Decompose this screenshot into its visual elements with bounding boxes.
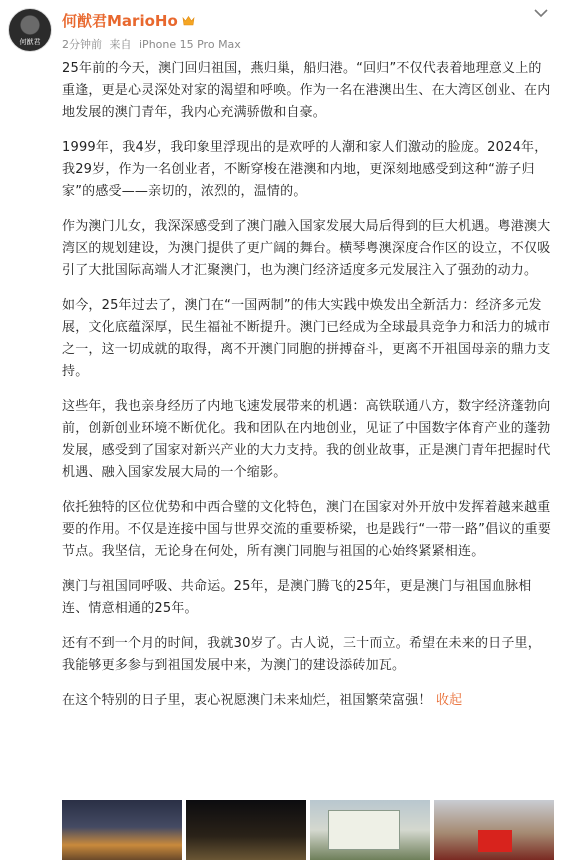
night-city-photo[interactable] [62, 800, 182, 860]
last-paragraph-text: 在这个特别的日子里，衷心祝愿澳门未来灿烂，祖国繁荣富强！ [62, 693, 432, 708]
ruins-night-photo[interactable] [186, 800, 306, 860]
image-gallery [62, 800, 554, 860]
post-header [0, 0, 568, 58]
post-paragraph: 25年前的今天，澳门回归祖国，燕归巢，船归港。“回归”不仅代表着地理意义上的重逢，更是心灵深处对家的渴望和呼唤。作为一名在港澳出生、在大湾区创业、在内地发展的澳门青年，我内心充满骄傲和自豪。 [62, 61, 551, 120]
name-row [62, 10, 195, 30]
post-time: 2分钟前 [62, 38, 102, 51]
post-paragraph-last [62, 690, 554, 712]
source-prefix: 来自 [109, 38, 132, 51]
flag-street-photo[interactable] [434, 800, 554, 860]
username[interactable]: 何猷君MarioHo [62, 11, 178, 30]
post-paragraph: 澳门与祖国同呼吸、共命运。25年，是澳门腾飞的25年，更是澳门与祖国血脉相连、情意相通的25年。 [62, 579, 532, 616]
post-paragraph: 还有不到一个月的时间，我就30岁了。古人说，三十而立。希望在未来的日子里，我能够更多参与到祖国发展中来，为澳门的建设添砖加瓦。 [62, 636, 541, 673]
post-meta [62, 36, 245, 52]
flag-shape [478, 830, 512, 852]
crown-icon [182, 15, 195, 26]
avatar[interactable] [8, 8, 52, 52]
post-paragraph: 如今，25年过去了，澳门在“一国两制”的伟大实践中焕发出全新活力：经济多元发展，文化底蕴深厚，民生福祉不断提升。澳门已经成为全球最具竞争力和活力的城市之一，这一切成就的取得，离不开澳门同胞的拼搏奋斗，更离不开祖国母亲的鼎力支持。 [62, 298, 551, 379]
exhibition-sign-photo[interactable] [310, 800, 430, 860]
chevron-down-icon[interactable] [532, 6, 550, 20]
device-source[interactable]: iPhone 15 Pro Max [139, 38, 241, 51]
collapse-link[interactable]: 收起 [435, 693, 463, 708]
sign-board [328, 810, 400, 850]
post-paragraph: 作为澳门儿女，我深深感受到了澳门融入国家发展大局后得到的巨大机遇。粤港澳大湾区的规划建设，为澳门提供了更广阔的舞台。横琴粤澳深度合作区的设立，不仅吸引了大批国际高端人才汇聚澳门，也为澳门经济适度多元发展注入了强劲的动力。 [62, 219, 551, 278]
post-paragraph: 依托独特的区位优势和中西合璧的文化特色，澳门在国家对外开放中发挥着越来越重要的作用。不仅是连接中国与世界交流的重要桥梁，也是践行“一带一路”倡议的重要节点。我坚信，无论身在何处，所有澳门同胞与祖国的心始终紧紧相连。 [62, 500, 552, 559]
post-body [62, 58, 554, 725]
post-paragraph: 1999年，我4岁，我印象里浮现出的是欢呼的人潮和家人们激动的脸庞。2024年，我29岁，作为一名创业者，不断穿梭在港澳和内地，更深刻地感受到这种“游子归家”的感受——亲切的，浓烈的，温情的。 [62, 140, 548, 199]
post-paragraph: 这些年，我也亲身经历了内地飞速发展带来的机遇：高铁联通八方，数字经济蓬勃向前，创新创业环境不断优化。我和团队在内地创业，见证了中国数字体育产业的蓬勃发展，感受到了国家对新兴产业的大力支持。我的创业故事，正是澳门青年把握时代机遇、融入国家发展大局的一个缩影。 [62, 399, 551, 480]
avatar-text: 何猷君 [19, 38, 41, 46]
